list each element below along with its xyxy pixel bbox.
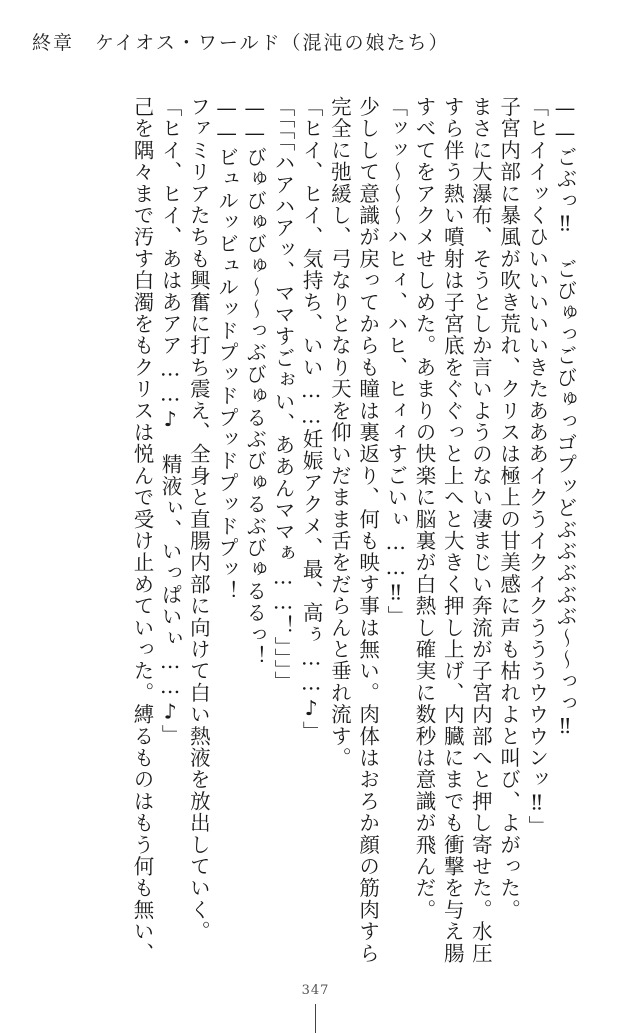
paragraph: ——ビュルッビュルッドプッドプッドプッドプッ！	[214, 96, 239, 603]
paragraph: 「「「「ハアハアッ、ママすごぉい、ああんママぁ……！」」」」	[270, 96, 295, 693]
running-header: 終章 ケイオス・ワールド（混沌の娘たち）	[32, 32, 450, 54]
paragraph: ファミリアたちも興奮に打ち震え、全身と直腸内部に向けて白い熱液を放出していく。	[186, 96, 211, 943]
paragraph: 己を隅々まで汚す白濁をもクリスは悦んで受け止めていった。縛るものはもう何も無い、	[129, 96, 154, 964]
paragraph: ——びゅびゅびゅ～～っぶびゅるぶびゅるぶびゅるるっ！	[242, 96, 267, 668]
paragraph: 「ヒイ、ヒイ、気持ち、いい……妊娠アクメ、最、高ぅ……♪」	[299, 96, 324, 743]
paragraph: ——ごぶっ‼ ごびゅっごびゅっゴプッどぶぶぶぶぶ～～っっ‼	[553, 96, 577, 740]
paragraph: 「ッッ～～～ハヒィ、ハヒ、ヒィィすごいぃ……‼」	[383, 96, 408, 628]
page-number: 347	[301, 983, 330, 998]
paragraph: 子宮内部に暴風が吹き荒れ、クリスは極上の甘美感に声も枯れよと叫び、よがった。	[496, 96, 521, 921]
paragraph: まさに大瀑布、そうとしか言いようのない凄まじい奔流が子宮内部へと押し寄せた。水圧すら伴う熱い噴射は子宮底をぐぐっと上へと大きく押し上げ、内臓にまでも衝撃を与え腸すべてをアクメせしめた。あまりの快楽に脳裏が白熱し確実に数秒は意識が飛んだ。	[411, 96, 493, 964]
page-number-rule	[315, 1004, 316, 1033]
paragraph: 「ヒイ、ヒイ、あはあアア……♪ 精液ぃ、いっぱいぃ……♪」	[158, 96, 183, 747]
paragraph: 少しして意識が戻ってからも瞳は裏返り、何も映す事は無い。肉体はおろか顔の筋肉すら完全に弛緩し、弓なりとなり天を仰いだまま舌をだらんと垂れ流す。	[327, 96, 380, 965]
paragraph: 「ヒイイッくひいいいいいきたあああイクうイクイクうううウウウンッ‼」	[524, 96, 549, 838]
main-text-column	[128, 96, 579, 976]
